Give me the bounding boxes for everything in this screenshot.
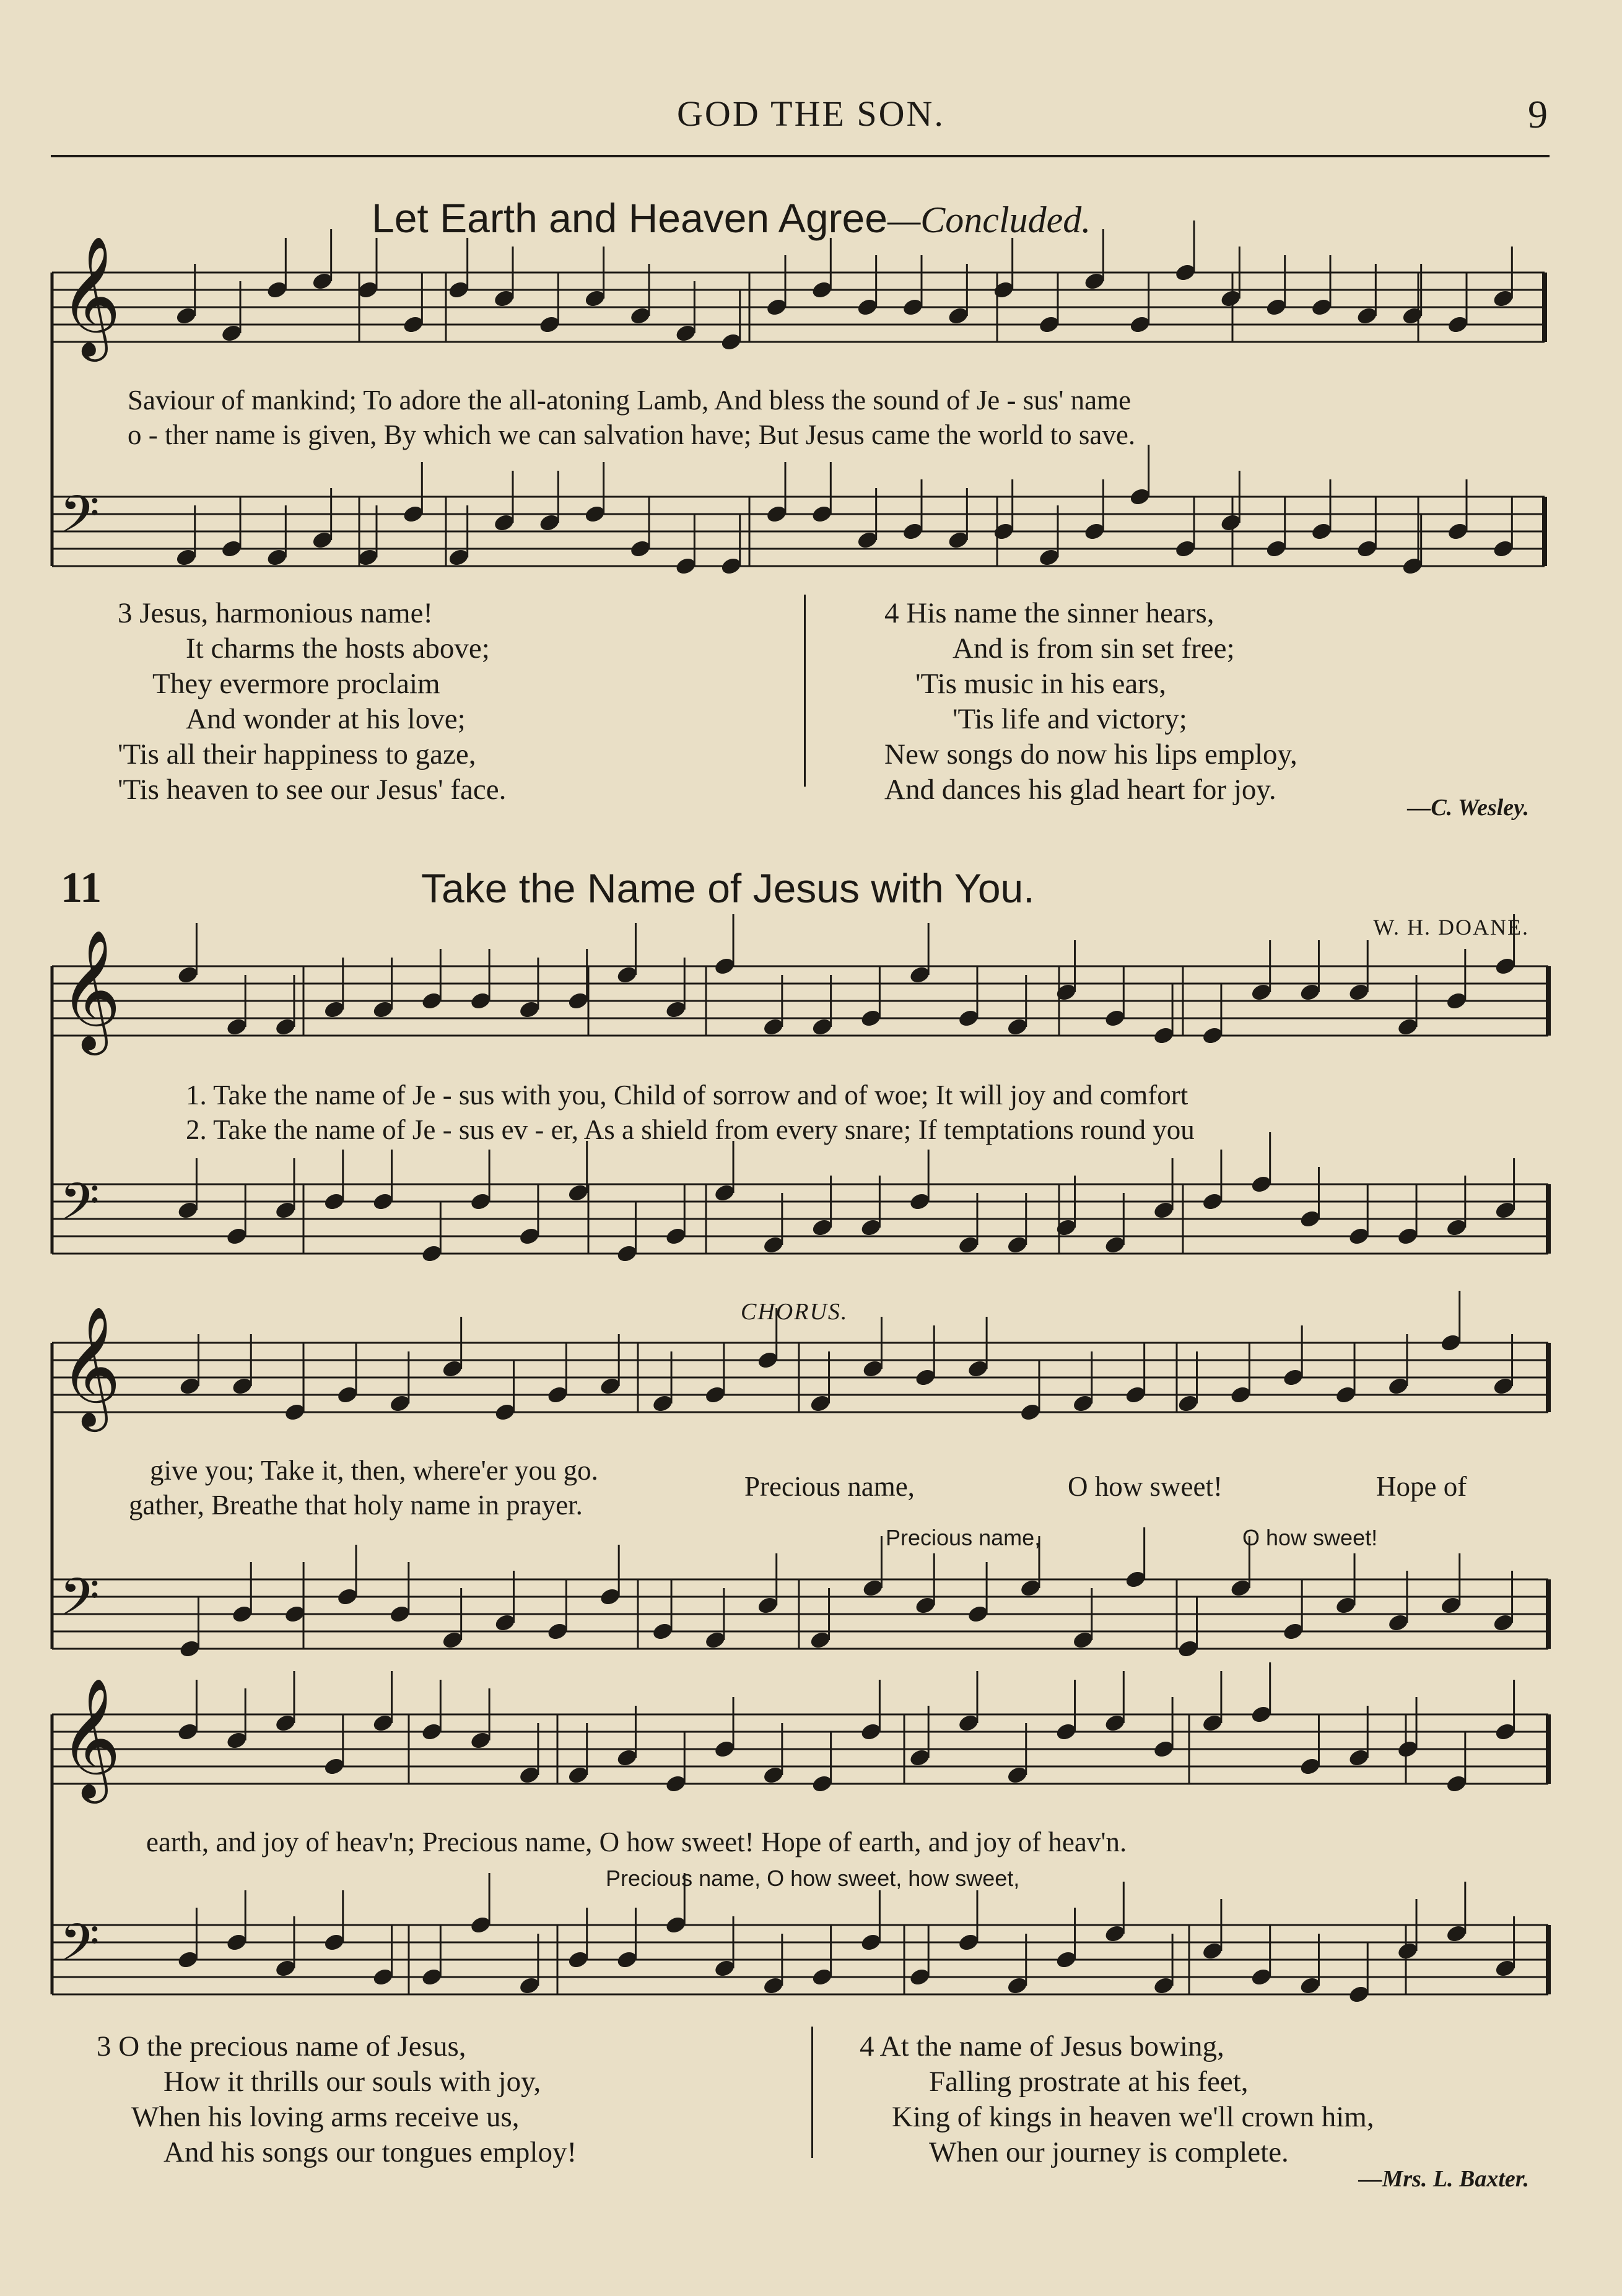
hymn-11-lyric-line-1: 1. Take the name of Je - sus with you, Child of sorrow and of woe; It will joy and comfort — [186, 1080, 1188, 1111]
hymn-11-system-2-bass-clef: 𝄢 — [59, 1566, 100, 1639]
hymn-11-verse-3 — [97, 2029, 577, 2170]
hymn-10-lyric-line-2: o - ther name is given, By which we can salvation have; But Jesus came the world to save. — [128, 419, 1136, 450]
hymn-10-title-suffix: —Concluded. — [887, 199, 1091, 240]
hymn-11-title: Take the Name of Jesus with You. — [421, 865, 1035, 911]
running-title: GOD THE SON. — [677, 94, 945, 134]
hymn-11-system-3-treble-clef: 𝄞 — [59, 1677, 121, 1799]
hymn-11-system-2-line-1: give you; Take it, then, where'er you go. — [150, 1455, 598, 1486]
hymn-11-author: —Mrs. L. Baxter. — [1358, 2166, 1529, 2192]
verse-line: 'Tis all their happiness to gaze, — [118, 738, 476, 770]
verse-line: And dances his glad heart for joy. — [884, 774, 1276, 806]
chorus-lyric: Hope of — [1376, 1471, 1467, 1502]
chorus-label: CHORUS. — [741, 1299, 848, 1325]
hymn-10-verse-3 — [118, 596, 506, 808]
verse-divider — [804, 595, 806, 787]
hymn-11-composer: W. H. DOANE. — [1373, 915, 1529, 940]
hymn-11-system-1-treble-clef: 𝄞 — [59, 928, 121, 1050]
hymn-11-system-1-bass-clef: 𝄢 — [59, 1171, 100, 1244]
hymn-10-title-text: Let Earth and Heaven Agree — [372, 195, 887, 241]
hymn-11-number: 11 — [61, 864, 102, 912]
chorus-lyric: Precious name, — [744, 1471, 915, 1502]
bass-lyric: Precious name, — [886, 1525, 1041, 1550]
hymn-10-lyric-line-1: Saviour of mankind; To adore the all-atoning Lamb, And bless the sound of Je - sus' name — [128, 385, 1131, 416]
hymn-10-system-bass-clef: 𝄢 — [59, 483, 100, 557]
verse-line: And is from sin set free; — [953, 632, 1235, 665]
verse-line: 4 At the name of Jesus bowing, — [860, 2030, 1224, 2062]
page-number: 9 — [1528, 92, 1548, 136]
hymn-11-system-2-treble-clef: 𝄞 — [59, 1305, 121, 1427]
hymn-10-author: —C. Wesley. — [1407, 795, 1529, 821]
verse-line: 'Tis heaven to see our Jesus' face. — [118, 774, 507, 806]
verse-line: 3 Jesus, harmonious name! — [118, 597, 434, 629]
verse-line: And wonder at his love; — [186, 703, 466, 735]
hymn-11-system-2-line-2: gather, Breathe that holy name in prayer. — [129, 1490, 583, 1521]
verse-line: 3 O the precious name of Jesus, — [97, 2030, 466, 2062]
hymn-10-verse-4 — [884, 596, 1297, 808]
verse-line: New songs do now his lips employ, — [884, 738, 1297, 770]
verse-line: Falling prostrate at his feet, — [929, 2066, 1249, 2098]
verse-divider — [811, 2027, 813, 2158]
hymn-11-system-3-bass-lyrics: Precious name, O how sweet, how sweet, — [606, 1866, 1020, 1891]
verse-line: It charms the hosts above; — [186, 632, 490, 665]
verse-line: When our journey is complete. — [929, 2136, 1289, 2168]
hymn-11-verse-4 — [860, 2029, 1374, 2170]
verse-line: And his songs our tongues employ! — [164, 2136, 577, 2168]
verse-line: When his loving arms receive us, — [131, 2101, 520, 2133]
chorus-lyric: O how sweet! — [1068, 1471, 1223, 1502]
verse-line: King of kings in heaven we'll crown him, — [892, 2101, 1374, 2133]
verse-line: They evermore proclaim — [152, 668, 440, 700]
verse-line: 'Tis life and victory; — [953, 703, 1187, 735]
hymn-10-system-treble-clef: 𝄞 — [59, 235, 121, 357]
verse-line: 'Tis music in his ears, — [915, 668, 1166, 700]
hymn-11-system-3-lyrics: earth, and joy of heav'n; Precious name, O how sweet! Hope of earth, and joy of heav'n. — [146, 1827, 1127, 1857]
verse-line: 4 His name the sinner hears, — [884, 597, 1214, 629]
verse-line: How it thrills our souls with joy, — [164, 2066, 541, 2098]
bass-lyric: O how sweet! — [1242, 1525, 1378, 1550]
hymn-11-lyric-line-2: 2. Take the name of Je - sus ev - er, As a shield from every snare; If temptations round you — [186, 1114, 1195, 1145]
hymn-11-system-3-bass-clef: 𝄢 — [59, 1911, 100, 1985]
